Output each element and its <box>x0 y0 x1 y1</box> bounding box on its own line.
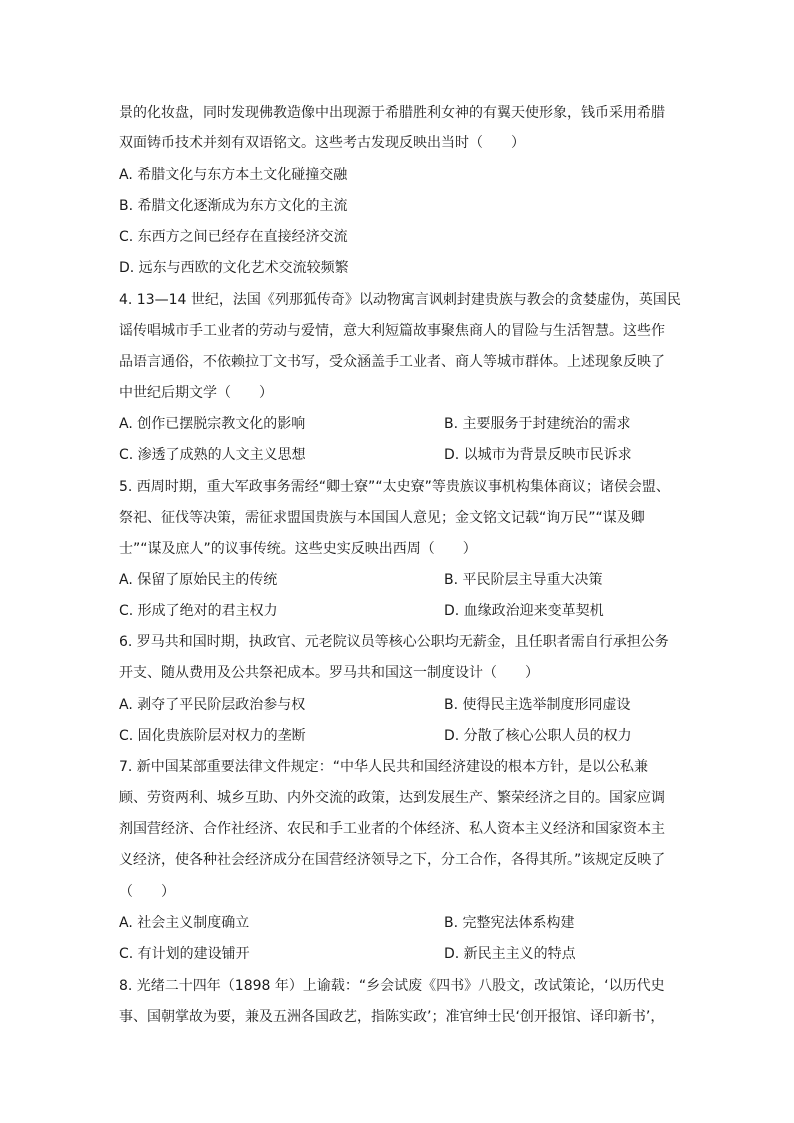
q3-stem-line-2: 双面铸币技术并刻有双语铭文。这些考古发现反映出当时（ ） <box>119 135 525 151</box>
q6-option-b: B. 使得民主选举制度形同虚设 <box>444 697 631 713</box>
q4-stem-line-3: 品语言通俗，不依赖拉丁文书写，受众涵盖手工业者、商人等城市群体。上述现象反映了 <box>119 354 665 370</box>
q6-option-d: D. 分散了核心公职人员的权力 <box>444 728 632 744</box>
q3-option-a: A. 希腊文化与东方本土文化碰撞交融 <box>119 167 348 183</box>
q5-option-c: C. 形成了绝对的君主权力 <box>119 603 278 619</box>
q5-option-d: D. 血缘政治迎来变革契机 <box>444 603 604 619</box>
q7-stem-line-4: 义经济，使各种社会经济成分在国营经济领导之下，分工合作，各得其所。”该规定反映了 <box>119 852 666 868</box>
q5-stem-line-3: 士”“谋及庶人”的议事传统。这些史实反映出西周（ ） <box>119 541 477 557</box>
q8-stem-line-2: 事、国朝掌故为要，兼及五洲各国政艺，指陈实政’；准官绅士民‘创开报馆、译印新书’， <box>119 1009 665 1025</box>
q7-option-c: C. 有计划的建设铺开 <box>119 946 250 962</box>
q8-stem-line-1: 8. 光绪二十四年（1898 年）上谕载：“乡会试废《四书》八股文，改试策论，‘以历代史 <box>119 978 665 994</box>
q4-option-d: D. 以城市为背景反映市民诉求 <box>444 447 632 463</box>
q7-stem-line-2: 顾、劳资两利、城乡互助、内外交流的政策，达到发展生产、繁荣经济之目的。国家应调 <box>119 790 665 806</box>
q7-option-d: D. 新民主主义的特点 <box>444 946 576 962</box>
q7-option-b: B. 完整宪法体系构建 <box>444 915 575 931</box>
q4-option-b: B. 主要服务于封建统治的需求 <box>444 416 631 432</box>
q5-option-a: A. 保留了原始民主的传统 <box>119 572 278 588</box>
q6-stem-line-1: 6. 罗马共和国时期，执政官、元老院议员等核心公职均无薪金，且任职者需自行承担公务 <box>119 634 669 650</box>
q4-stem-line-4: 中世纪后期文学（ ） <box>119 385 273 401</box>
q3-option-c: C. 东西方之间已经存在直接经济交流 <box>119 229 348 245</box>
q4-stem-line-1: 4. 13—14 世纪，法国《列那狐传奇》以动物寓言讽刺封建贵族与教会的贪婪虚伪，英国民 <box>119 292 681 308</box>
q3-option-d: D. 远东与西欧的文化艺术交流较频繁 <box>119 260 349 276</box>
q6-stem-line-2: 开支、随从费用及公共祭祀成本。罗马共和国这一制度设计（ ） <box>119 665 539 681</box>
q4-option-c: C. 渗透了成熟的人文主义思想 <box>119 447 306 463</box>
q6-option-c: C. 固化贵族阶层对权力的垄断 <box>119 728 306 744</box>
q4-option-a: A. 创作已摆脱宗教文化的影响 <box>119 416 306 432</box>
q3-option-b: B. 希腊文化逐渐成为东方文化的主流 <box>119 198 348 214</box>
q7-option-a: A. 社会主义制度确立 <box>119 915 250 931</box>
q3-stem-line-1: 景的化妆盘，同时发现佛教造像中出现源于希腊胜利女神的有翼天使形象，钱币采用希腊 <box>119 105 665 121</box>
q7-stem-line-5: （ ） <box>119 884 175 900</box>
q7-stem-line-1: 7. 新中国某部重要法律文件规定：“中华人民共和国经济建设的根本方针，是以公私兼 <box>119 759 649 775</box>
q6-option-a: A. 剥夺了平民阶层政治参与权 <box>119 697 306 713</box>
q5-option-b: B. 平民阶层主导重大决策 <box>444 572 603 588</box>
q5-stem-line-2: 祭祀、征伐等决策，需征求盟国贵族与本国国人意见；金文铭文记载“询万民”“谋及卿 <box>119 510 645 526</box>
q5-stem-line-1: 5. 西周时期，重大军政事务需经“卿士寮”“太史寮”等贵族议事机构集体商议；诸侯会盟、 <box>119 479 670 495</box>
q4-stem-line-2: 谣传唱城市手工业者的劳动与爱情，意大利短篇故事聚焦商人的冒险与生活智慧。这些作 <box>119 323 665 339</box>
q7-stem-line-3: 剂国营经济、合作社经济、农民和手工业者的个体经济、私人资本主义经济和国家资本主 <box>119 821 665 837</box>
